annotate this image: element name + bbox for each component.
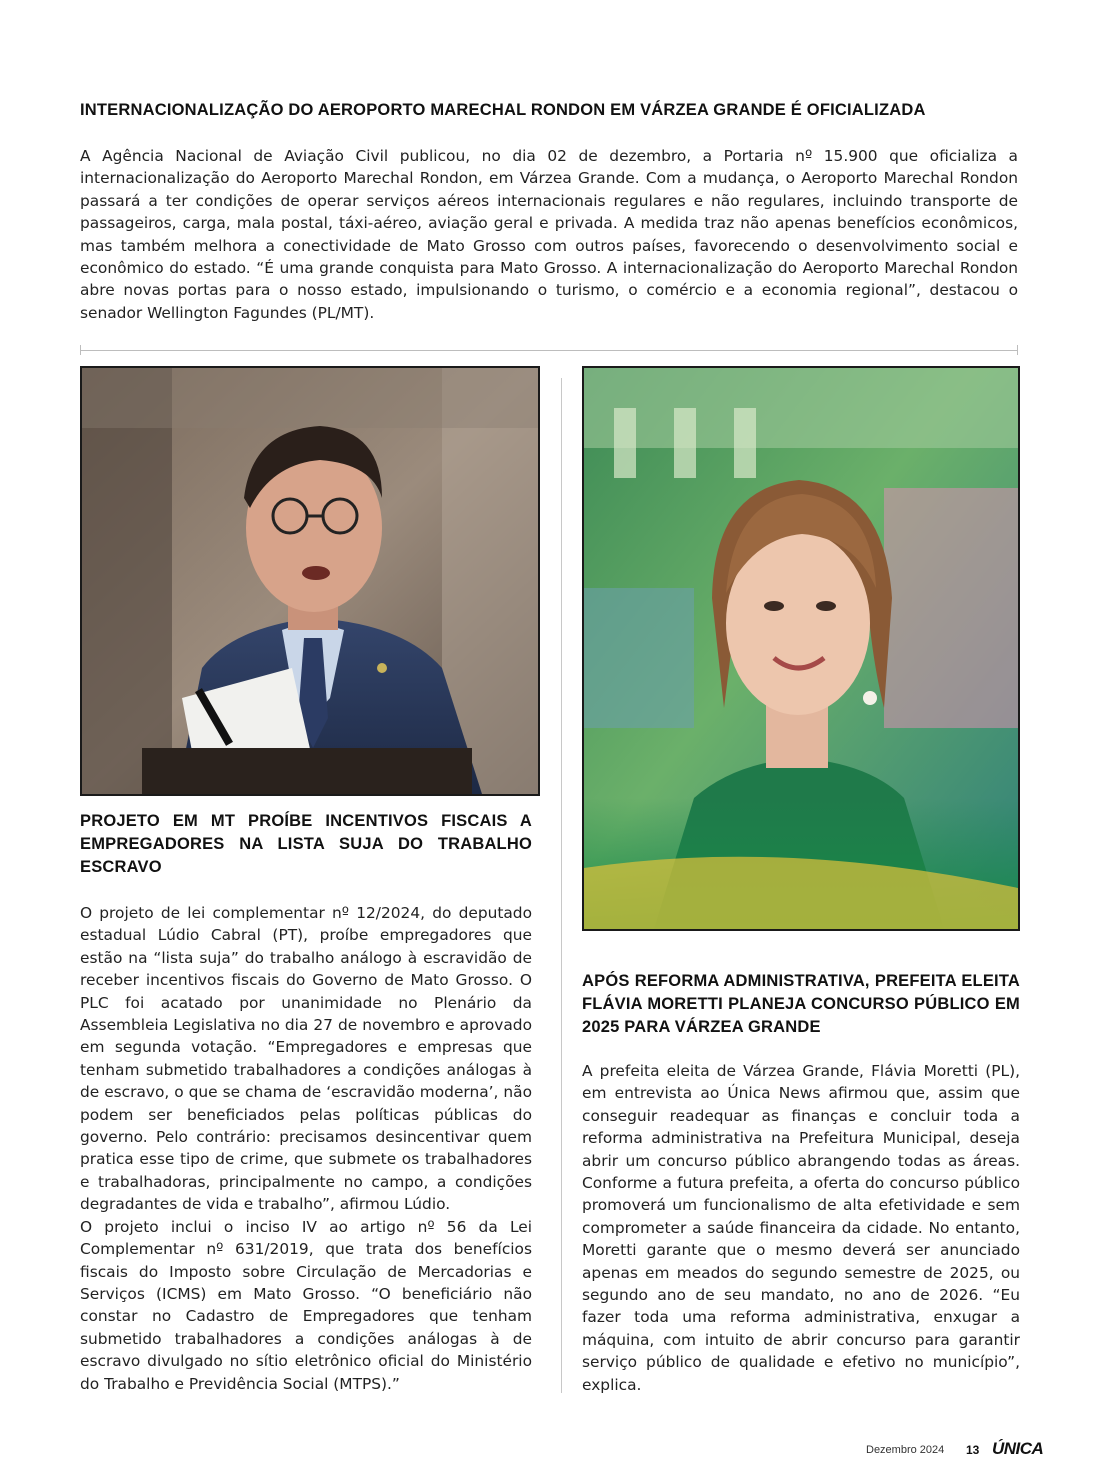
divider-cap-left: [80, 345, 81, 355]
article1-headline: INTERNACIONALIZAÇÃO DO AEROPORTO MARECHAL RONDON EM VÁRZEA GRANDE É OFICIALIZADA: [80, 101, 926, 119]
article2-headline: PROJETO EM MT PROÍBE INCENTIVOS FISCAIS A EMPREGADORES NA LISTA SUJA DO TRABALHO ESCRAVO: [80, 812, 532, 876]
page-number: 13: [966, 1443, 980, 1457]
section-divider: [80, 350, 1018, 351]
brand-logo: ÚNICA: [992, 1439, 1044, 1458]
article3-headline: APÓS REFORMA ADMINISTRATIVA, PREFEITA ELEITA FLÁVIA MORETTI PLANEJA CONCURSO PÚBLICO EM 2025 PARA VÁRZEA GRANDE: [582, 972, 1020, 1036]
mayor-photo-illustration: [584, 368, 1018, 929]
article2-paragraph-2: O projeto inclui o inciso IV ao artigo nº 56 da Lei Complementar nº 631/2019, que trata dos benefícios fiscais do Imposto sobre Circulação de Mercadorias e Serviços (ICMS) em Mato Grosso. “O beneficiário não constar no Cadastro de Empregadores que tenham submetido trabalhadores a condições análogas à de escravo divulgado no sítio eletrônico oficial do Ministério do Trabalho e Previdência Social (MTPS).”: [80, 1217, 532, 1393]
article3-body: [582, 1060, 1020, 1396]
article2-paragraph-1: O projeto de lei complementar nº 12/2024, do deputado estadual Lúdio Cabral (PT), proíbe empregadores que estão na “lista suja” do trabalho análogo à escravidão de receber incentivos fiscais do Governo de Mato Grosso. O PLC foi acatado por unanimidade no Plenário da Assembleia Legislativa no dia 27 de novembro e aprovado em segunda votação. “Empregadores e empresas que tenham submetido trabalhadores a condições análogas à de escravo, o que se chama de ‘escravidão moderna’, não podem ser beneficiados pelas políticas públicas do governo. Pelo contrário: precisamos desincentivar quem pratica esse tipo de crime, que submete os trabalhadores e trabalhadoras, principalmente no campo, a condições degradantes de vida e trabalho”, afirmou Lúdio.: [80, 904, 532, 1214]
divider-cap-right: [1017, 345, 1018, 355]
photo-deputy-speaking: [80, 366, 540, 796]
column-divider: [561, 378, 562, 1393]
deputy-photo-illustration: [82, 368, 538, 794]
photo-mayor-elect: [582, 366, 1020, 931]
article2-body: [80, 902, 532, 1395]
article3-paragraph: A prefeita eleita de Várzea Grande, Flávia Moretti (PL), em entrevista ao Única News afirmou que, assim que conseguir readequar as finanças e concluir toda a reforma administrativa na Prefeitura Municipal, deseja abrir um concurso público abrangendo todas as áreas. Conforme a futura prefeita, a oferta do concurso público promoverá um funcionalismo de alta efetividade e sem comprometer a saúde financeira da cidade. No entanto, Moretti garante que o mesmo deverá ser anunciado apenas em meados do segundo semestre de 2025, ou segundo ano de seu mandato, no ano de 2026. “Eu fazer toda uma reforma administrativa, enxugar a máquina, com intuito de abrir concurso para garantir serviço público de qualidade e efetivo no município”, explica.: [582, 1062, 1020, 1394]
article1-paragraph: A Agência Nacional de Aviação Civil publicou, no dia 02 de dezembro, a Portaria nº 15.900 que oficializa a internacionalização do Aeroporto Marechal Rondon, em Várzea Grande. Com a mudança, o Aeroporto Marechal Rondon passará a ter condições de operar serviços aéreos internacionais regulares e não regulares, incluindo transporte de passageiros, carga, mala postal, táxi-aéreo, aviação geral e privada. A medida traz não apenas benefícios econômicos, mas também melhora a conectividade de Mato Grosso com outros países, favorecendo o desenvolvimento social e econômico do estado. “É uma grande conquista para Mato Grosso. A internacionalização do Aeroporto Marechal Rondon abre novas portas para o nosso estado, impulsionando o turismo, o comércio e a economia regional”, destacou o senador Wellington Fagundes (PL/MT).: [80, 147, 1018, 322]
footer-date: Dezembro 2024: [866, 1444, 945, 1456]
article1-body: [80, 145, 1018, 324]
